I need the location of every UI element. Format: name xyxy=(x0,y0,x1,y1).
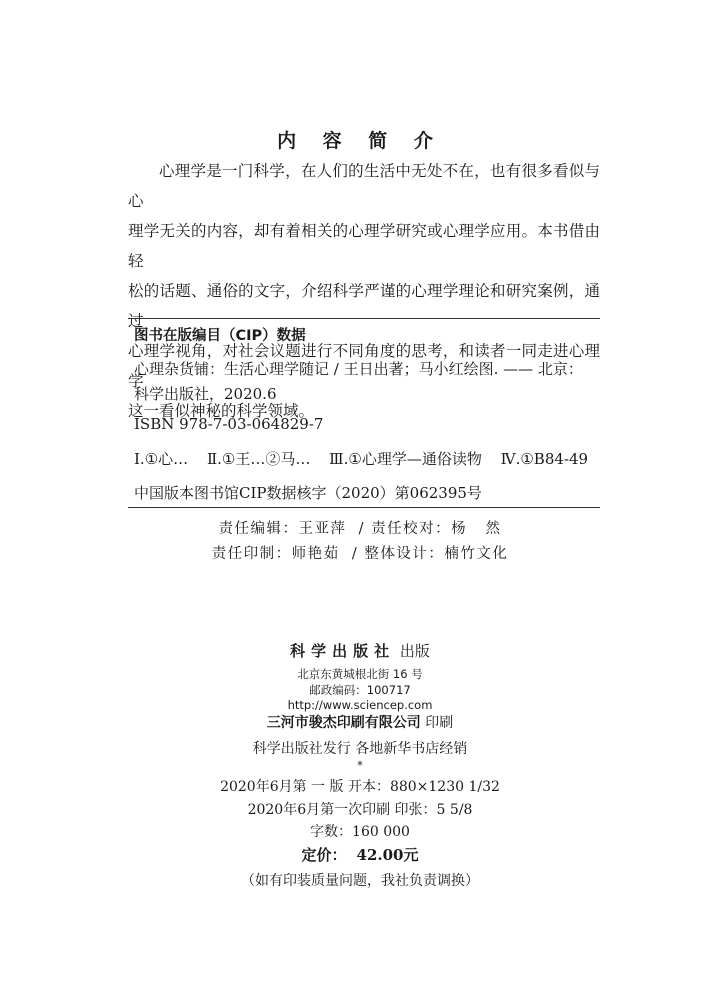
classification-item: Ⅰ.①心… xyxy=(134,450,189,468)
credits-line2: 责任印制：师艳茹 / 整体设计：楠竹文化 xyxy=(211,546,509,562)
quality-notice: （如有印装质量问题，我社负责调换） xyxy=(241,873,479,889)
divider-bottom xyxy=(128,507,600,508)
printer-suffix: 印刷 xyxy=(425,715,454,731)
price-line xyxy=(0,844,720,865)
intro-title: 内 容 简 介 xyxy=(277,130,443,152)
printer-name: 三河市骏杰印刷有限公司 xyxy=(266,715,421,731)
price-value: 42.00元 xyxy=(356,846,419,864)
intro-line: 这一看似神秘的科学领域。 xyxy=(128,402,315,420)
publisher-suffix: 出版 xyxy=(399,642,430,660)
cip-record-line2: 科学出版社，2020.6 xyxy=(134,385,277,403)
classification-item: Ⅲ.①心理学—通俗读物 xyxy=(329,450,482,468)
cip-record-line1: 心理杂货铺：生活心理学随记 / 王日出著；马小红绘图. —— 北京： xyxy=(134,360,583,378)
cip-heading: 图书在版编目（CIP）数据 xyxy=(134,328,306,344)
cip-isbn: ISBN 978-7-03-064829-7 xyxy=(134,415,324,433)
word-count: 字数：160 000 xyxy=(310,824,410,840)
publisher-postcode: 邮政编码：100717 xyxy=(309,683,411,697)
printing-line: 2020年6月第一次印刷 印张：5 5/8 xyxy=(247,802,473,818)
separator-asterisk: * xyxy=(357,758,363,772)
intro-line: 心理学视角，对社会议题进行不同角度的思考，和读者一同走进心理学 xyxy=(128,342,600,390)
publisher-website: http://www.sciencep.com xyxy=(287,698,433,712)
classification-item: Ⅱ.①王…②马… xyxy=(206,450,311,468)
credits-line1: 责任编辑：王亚萍 / 责任校对：杨 然 xyxy=(218,521,502,537)
publisher-address: 北京东黄城根北街 16 号 xyxy=(297,667,423,681)
intro-line: 松的话题、通俗的文字，介绍科学严谨的心理学理论和研究案例，通过 xyxy=(128,282,600,330)
publisher-line xyxy=(0,640,720,661)
distribution-line: 科学出版社发行 各地新华书店经销 xyxy=(252,741,468,757)
intro-line: 理学无关的内容，却有着相关的心理学研究或心理学应用。本书借由轻 xyxy=(128,222,600,270)
publisher-name: 科学出版社 xyxy=(290,642,396,660)
edition-line: 2020年6月第 一 版 开本：880×1230 1/32 xyxy=(220,779,500,795)
divider-top xyxy=(128,318,600,319)
classification-item: Ⅳ.①B84-49 xyxy=(500,450,589,468)
cip-core-number: 中国版本图书馆CIP数据核字（2020）第062395号 xyxy=(134,484,482,502)
intro-line: 心理学是一门科学，在人们的生活中无处不在，也有很多看似与心 xyxy=(128,162,600,210)
price-label: 定价： xyxy=(301,846,347,864)
cip-classification xyxy=(134,448,602,469)
printer-line xyxy=(0,712,720,732)
